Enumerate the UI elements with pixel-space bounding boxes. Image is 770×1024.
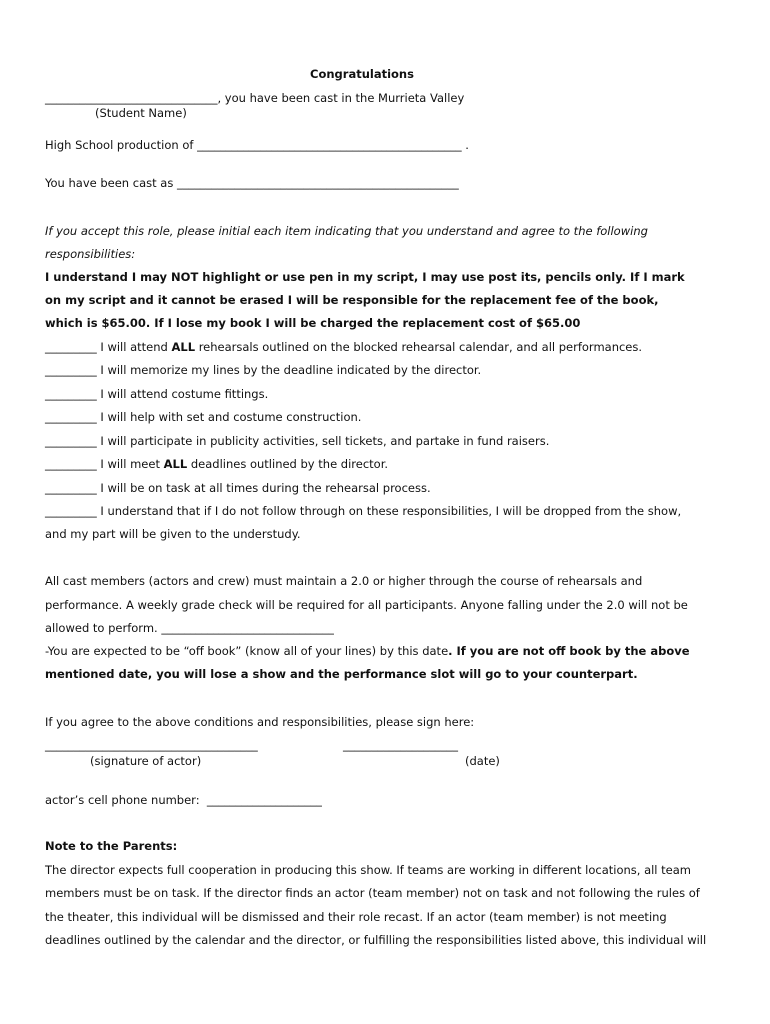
cast-as-line: You have been cast as _________________________________________________	[45, 176, 459, 190]
signature-caption: (signature of actor)	[90, 754, 202, 768]
production-blank[interactable]: ______________________________________________	[197, 138, 462, 152]
signature-prompt: If you agree to the above conditions and responsibilities, please sign here:	[45, 715, 475, 729]
student-name-caption: (Student Name)	[95, 106, 187, 120]
grade-date-blank[interactable]: ______________________________	[161, 621, 334, 635]
grades-line-1: All cast members (actors and crew) must maintain a 2.0 or higher through the course of rehearsals and	[45, 574, 643, 588]
date-blank[interactable]: ____________________	[343, 738, 458, 752]
checklist-item: _________ I will be on task at all times during the rehearsal process.	[45, 481, 431, 495]
parents-heading: Note to the Parents:	[45, 839, 178, 853]
checklist-item: _________ I will memorize my lines by the deadline indicated by the director.	[45, 363, 482, 377]
checklist-item: _________ I will attend costume fittings.	[45, 387, 269, 401]
script-rule-line-1: I understand I may NOT highlight or use pen in my script, I may use post its, pencils only. If I mark	[45, 270, 685, 284]
production-line: High School production of ______________________________________________ .	[45, 138, 469, 152]
script-rule-line-2: on my script and it cannot be erased I will be responsible for the replacement fee of the book,	[45, 293, 659, 307]
initial-blank[interactable]: _________	[45, 457, 97, 471]
grades-line-2: performance. A weekly grade check will be required for all participants. Anyone falling under the 2.0 will not be	[45, 598, 688, 612]
parents-line-3: the theater, this individual will be dismissed and their role recast. If an actor (team member) is not meeting	[45, 910, 667, 924]
off-book-line-2: mentioned date, you will lose a show and the performance slot will go to your counterpart.	[45, 667, 638, 681]
initial-blank[interactable]: _________	[45, 363, 97, 377]
phone-line: actor’s cell phone number: ____________________	[45, 793, 322, 807]
initial-blank[interactable]: _________	[45, 504, 97, 518]
initial-blank[interactable]: _________	[45, 387, 97, 401]
initial-blank[interactable]: _________	[45, 340, 97, 354]
initial-blank[interactable]: _________	[45, 410, 97, 424]
document-title: Congratulations	[310, 67, 414, 81]
checklist-item: _________ I will help with set and costume construction.	[45, 410, 362, 424]
date-caption: (date)	[465, 754, 500, 768]
parents-line-4: deadlines outlined by the calendar and the director, or fulfilling the responsibilities listed above, this individual will	[45, 933, 707, 947]
checklist-item: _________ I will participate in publicity activities, sell tickets, and partake in fund raisers.	[45, 434, 550, 448]
cast-as-blank[interactable]: _________________________________________________	[176, 176, 459, 190]
initial-blank[interactable]: _________	[45, 434, 97, 448]
checklist-item: _________ I will meet ALL deadlines outlined by the director.	[45, 457, 389, 471]
checklist-item: _________ I will attend ALL rehearsals outlined on the blocked rehearsal calendar, and all performances.	[45, 340, 643, 354]
signature-blank[interactable]: _____________________________________	[45, 738, 258, 752]
student-name-blank[interactable]: ______________________________	[45, 91, 218, 105]
checklist-continuation: and my part will be given to the understudy.	[45, 527, 301, 541]
student-name-line: ______________________________, you have been cast in the Murrieta Valley	[45, 91, 465, 105]
parents-line-1: The director expects full cooperation in producing this show. If teams are working in different locations, all team	[45, 863, 691, 877]
script-rule-line-3: which is $65.00. If I lose my book I will be charged the replacement cost of $65.00	[45, 316, 581, 330]
instructions-line-1: If you accept this role, please initial each item indicating that you understand and agree to the following	[45, 224, 648, 238]
parents-line-2: members must be on task. If the director finds an actor (team member) not on task and not following the rules of	[45, 886, 700, 900]
grades-line-3: allowed to perform. ______________________________	[45, 621, 334, 635]
off-book-line-1: -You are expected to be “off book” (know all of your lines) by this date. If you are not off book by the above	[45, 644, 690, 658]
phone-blank[interactable]: ____________________	[206, 793, 322, 807]
instructions-line-2: responsibilities:	[45, 247, 136, 261]
initial-blank[interactable]: _________	[45, 481, 97, 495]
checklist-item: _________ I understand that if I do not follow through on these responsibilities, I will be dropped from the show,	[45, 504, 682, 518]
